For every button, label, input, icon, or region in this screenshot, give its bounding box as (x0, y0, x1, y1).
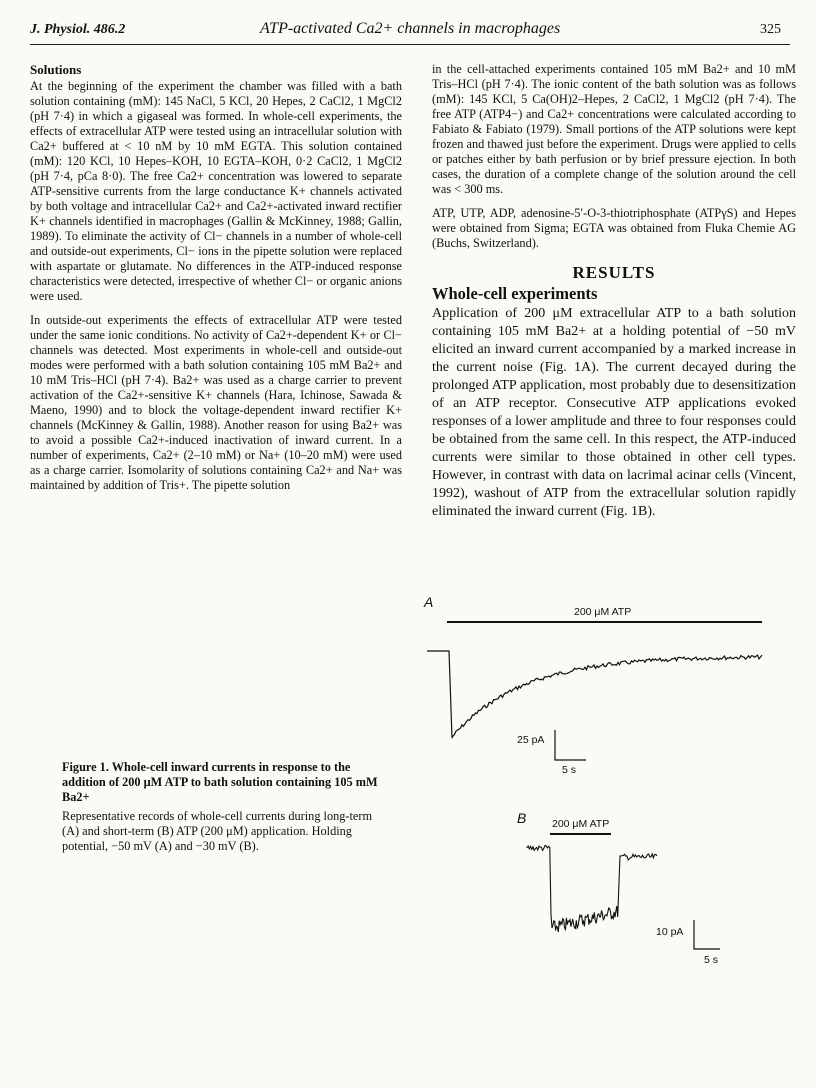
panel-a-scale-time: 5 s (562, 764, 577, 776)
panel-a-current-trace (427, 651, 762, 738)
figure-caption-title: Figure 1. Whole-cell inward currents in response to the addition of 200 μM ATP to bath solution containing 105 mM Ba2+ (62, 760, 378, 804)
panel-b-letter: B (517, 810, 527, 826)
running-title: ATP-activated Ca2+ channels in macrophages (260, 20, 561, 37)
journal-reference: J. Physiol. 486.2 (30, 22, 126, 37)
paragraph-cell-attached: in the cell-attached experiments contained 105 mM Ba2+ and 10 mM Tris–HCl (pH 7·4). The ionic content of the bath solution was as follows (mM): 145 KCl, 5 Ca(OH)2–Hepes, 2 CaCl2, 1 MgCl2 (pH 7·4). The free ATP (ATP4−) and Ca2+ concentrations were calculated according to Fabiato & Fabiato (1979). Small portions of the ATP solutions were kept frozen and thawed just before the experiment. Drugs were applied to cells or patches either by bath perfusion or by brief pressure ejection. In both cases, the duration of a complete change of the solution around the cell was < 300 ms. (432, 62, 796, 196)
paragraph-solutions-1: At the beginning of the experiment the chamber was filled with a bath solution containing (mM): 145 NaCl, 5 KCl, 20 Hepes, 2 CaCl2, 1 MgCl2 (pH 7·4) in which a gigaseal was formed. In whole-cell experiments, the effects of extracellular ATP were tested using an intracellular solution with Ca2+ buffered at < 10 nM by 10 mM EGTA. This solution contained (mM): 120 KCl, 10 Hepes–KOH, 10 EGTA–KOH, 0·2 CaCl2, 1 MgCl2 (pH 7·4, pCa 8·0). The free Ca2+ concentration was lowered to separate ATP-sensitive currents from the large conductance K+ channels activated by both voltage and intracellular Ca2+ and Ca2+-activated inward rectifier K+ channels identified in macrophages (Gallin & McKinney, 1988; Gallin, 1989). To eliminate the activity of Cl− channels in a number of whole-cell and outside-out experiments, Cl− ions in the pipette solution were replaced with aspartate or glutamate. No differences in the ATP-induced response characteristics were detected, irrespective of whether Cl− or organic anions were used. (30, 79, 402, 303)
page-number: 325 (760, 22, 781, 37)
panel-b-atp-label: 200 μM ATP (552, 818, 610, 830)
panel-a-scale-bar (555, 730, 586, 760)
whole-cell-heading: Whole-cell experiments (432, 284, 598, 303)
solutions-heading: Solutions (30, 62, 82, 77)
panel-a-scale-current: 25 pA (517, 734, 545, 746)
panel-b-scale-current: 10 pA (656, 926, 684, 938)
paragraph-whole-cell: Application of 200 μM extracellular ATP to a bath solution containing 105 mM Ba2+ at a holding potential of −50 mV elicited an inward current accompanied by a marked increase in the current noise (Fig. 1A). The current decayed during the prolonged ATP application, most probably due to desensitization of an ATP receptor. Consecutive ATP applications evoked responses of a lower amplitude and three to four responses could be obtained from the same cell. In this respect, the ATP-induced currents were similar to those obtained in other cell types. However, in contrast with data on lacrimal acinar cells (Vincent, 1992), washout of ATP from the extracellular solution rapidly eliminated the inward current (Fig. 1B). (432, 306, 796, 519)
panel-b-scale-bar (694, 920, 720, 949)
panel-a-atp-label: 200 μM ATP (574, 606, 632, 618)
panel-b-scale-time: 5 s (704, 954, 719, 966)
paragraph-solutions-2: In outside-out experiments the effects of extracellular ATP were tested under the same ionic conditions. No activity of Ca2+-dependent K+ or Cl− channels was detected. Most experiments in whole-cell and outside-out modes were performed with a bath solution containing 105 mM Ba2+ and 10 mM Tris–HCl (pH 7·4). Ba2+ was used as a charge carrier to prevent activation of the Ca2+-sensitive K+ channels (Hara, Ichinose, Sawada & Maeno, 1990) and to block the voltage-dependent inward rectifier K+ channels (McKinney & Gallin, 1988). Another reason for using Ba2+ was to avoid a possible Ca2+-induced inactivation of inward current. In a number of experiments, Ca2+ (2–10 mM) or Na+ (10–20 mM) were used as a charge carrier. Isomolarity of solutions containing Ca2+ and Na+ was maintained by addition of Tris+. The pipette solution (30, 313, 402, 492)
panel-a-letter: A (424, 594, 434, 610)
figure-caption (62, 760, 382, 854)
results-heading: RESULTS (572, 263, 656, 282)
panel-b-current-trace (527, 846, 657, 933)
paragraph-reagents: ATP, UTP, ADP, adenosine-5′-O-3-thiotriphosphate (ATPγS) and Hepes were obtained from Sigma; EGTA was obtained from Fluka Chemie AG (Buchs, Switzerland). (432, 206, 796, 250)
figure-caption-body: Representative records of whole-cell currents during long-term (A) and short-term (B) ATP (200 μM) application. Holding potential, −50 mV (A) and −30 mV (B). (62, 809, 373, 853)
